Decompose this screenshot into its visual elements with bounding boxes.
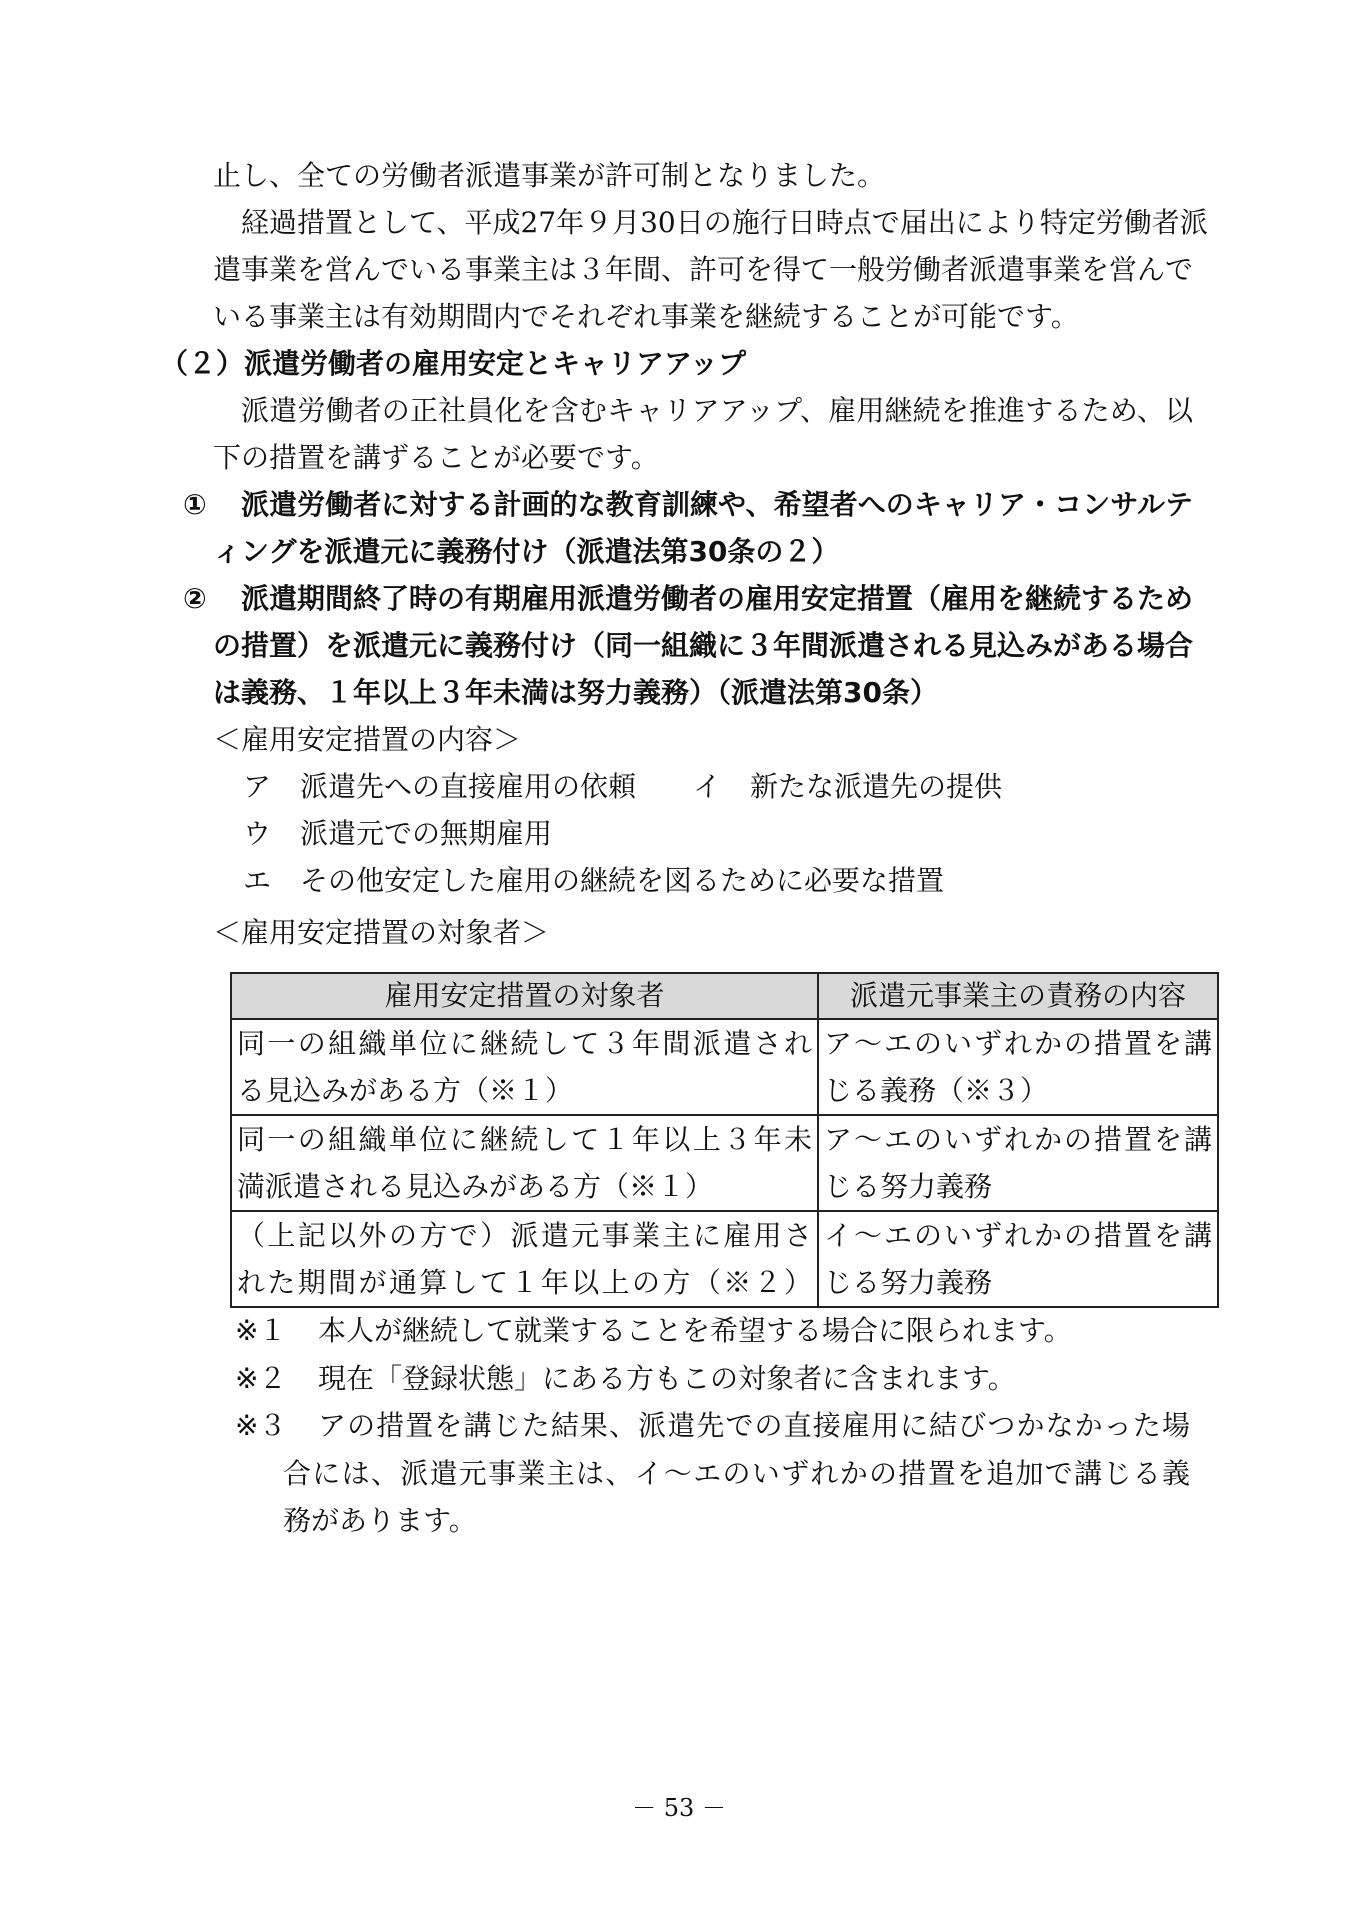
measure-u-label: ウ: [243, 817, 272, 850]
item-2: [183, 575, 1193, 622]
table-cell-target: [231, 1115, 818, 1211]
transitional-line-3: いる事業主は有効期間内でそれぞれ事業を継続することが可能です。: [213, 300, 1079, 333]
measure-e: [213, 857, 1193, 904]
cell-line: 満派遣される見込みがある方（※１）: [237, 1170, 714, 1203]
table-cell-duty: [818, 1211, 1218, 1307]
item-1: [183, 481, 1193, 528]
table-cell-duty: [818, 1115, 1218, 1211]
table-row: [231, 1115, 1218, 1211]
note-2-marker: ※２: [235, 1361, 287, 1395]
transitional-line-2: 遣事業を営んでいる事業主は３年間、許可を得て一般労働者派遣事業を営んで: [213, 253, 1194, 286]
note-3-line-2: 合には、派遣元事業主は、イ～エのいずれかの措置を追加で講じる義: [283, 1456, 1190, 1490]
note-1: [235, 1307, 1190, 1355]
cell-line: じる義務（※３）: [824, 1074, 1049, 1107]
measures-heading: ＜雇用安定措置の内容＞: [213, 723, 522, 756]
measure-e-label: エ: [243, 864, 272, 897]
footnotes: [235, 1307, 1190, 1545]
cell-line: イ～エのいずれかの措置を講: [824, 1219, 1212, 1252]
measure-e-text: その他安定した雇用の継続を図るために必要な措置: [300, 864, 945, 897]
note-2-text: 現在「登録状態」にある方もこの対象者に含まれます。: [318, 1361, 1016, 1395]
body-text: [160, 152, 1208, 956]
item-2-line-1: 派遣期間終了時の有期雇用派遣労働者の雇用安定措置（雇用を継続するため: [241, 582, 1194, 615]
cell-line: じる努力義務: [824, 1266, 993, 1299]
item-1-line-2: ィングを派遣元に義務付け（派遣法第30条の２）: [213, 535, 840, 568]
lead-line-1: 派遣労働者の正社員化を含むキャリアアップ、雇用継続を推進するため、以: [241, 394, 1193, 427]
table-head: [231, 973, 1218, 1019]
lead-line-2: 下の措置を講ずることが必要です。: [213, 441, 659, 474]
cell-line: （上記以外の方で）派遣元事業主に雇用さ: [237, 1219, 812, 1252]
note-2: [235, 1355, 1190, 1403]
note-3-marker: ※３: [235, 1409, 287, 1442]
measure-i-text: 新たな派遣先の提供: [750, 770, 1003, 803]
item-2-marker: ②: [183, 582, 207, 615]
measure-a: [243, 770, 636, 803]
measure-i-label: イ: [693, 770, 722, 803]
column-header-target: 雇用安定措置の対象者: [231, 973, 818, 1019]
opening-line: 止し、全ての労働者派遣事業が許可制となりました。: [213, 159, 886, 192]
note-1-marker: ※１: [235, 1314, 287, 1347]
targets-heading: ＜雇用安定措置の対象者＞: [213, 916, 550, 949]
measure-u-text: 派遣元での無期雇用: [300, 817, 553, 850]
note-1-text: 本人が継続して就業することを希望する場合に限られます。: [318, 1314, 1072, 1347]
table-cell-target: [231, 1019, 818, 1115]
table-header-row: [231, 973, 1218, 1019]
table-cell-target: [231, 1211, 818, 1307]
table-cell-duty: [818, 1019, 1218, 1115]
transitional-line-1: 経過措置として、平成27年９月30日の施行日時点で届出により特定労働者派: [241, 206, 1208, 239]
cell-line: る見込みがある方（※１）: [237, 1074, 574, 1107]
page-number: － 53 －: [632, 1794, 726, 1822]
targets-table: [230, 972, 1219, 1308]
cell-line: 同一の組織単位に継続して３年間派遣され: [237, 1027, 812, 1060]
cell-line: 同一の組織単位に継続して１年以上３年未: [237, 1123, 812, 1156]
cell-line: ア～エのいずれかの措置を講: [824, 1027, 1212, 1060]
column-header-duty: 派遣元事業主の責務の内容: [818, 973, 1218, 1019]
measure-a-text: 派遣先への直接雇用の依頼: [300, 770, 637, 803]
measure-u: [213, 810, 1193, 857]
note-3-line-1: アの措置を講じた結果、派遣先での直接雇用に結びつかなかった場: [318, 1409, 1190, 1442]
section-heading: （２）派遣労働者の雇用安定とキャリアアップ: [160, 347, 747, 380]
cell-line: じる努力義務: [824, 1170, 993, 1203]
item-2-line-2: の措置）を派遣元に義務付け（同一組織に３年間派遣される見込みがある場合: [213, 629, 1194, 662]
item-1-marker: ①: [183, 488, 207, 521]
note-3: [235, 1402, 1190, 1450]
measures-row-1: [213, 763, 1193, 810]
note-3-line-3: 務があります。: [283, 1504, 477, 1537]
table-row: [231, 1019, 1218, 1115]
measure-i: [693, 763, 1002, 810]
item-2-line-3: は義務、１年以上３年未満は努力義務）（派遣法第30条）: [213, 676, 938, 709]
table-row: [231, 1211, 1218, 1307]
item-1-line-1: 派遣労働者に対する計画的な教育訓練や、希望者へのキャリア・コンサルテ: [241, 488, 1193, 521]
cell-line: ア～エのいずれかの措置を講: [824, 1123, 1212, 1156]
table-body: [231, 1019, 1218, 1307]
cell-line: れた期間が通算して１年以上の方（※２）: [237, 1266, 812, 1299]
measure-a-label: ア: [243, 770, 272, 803]
